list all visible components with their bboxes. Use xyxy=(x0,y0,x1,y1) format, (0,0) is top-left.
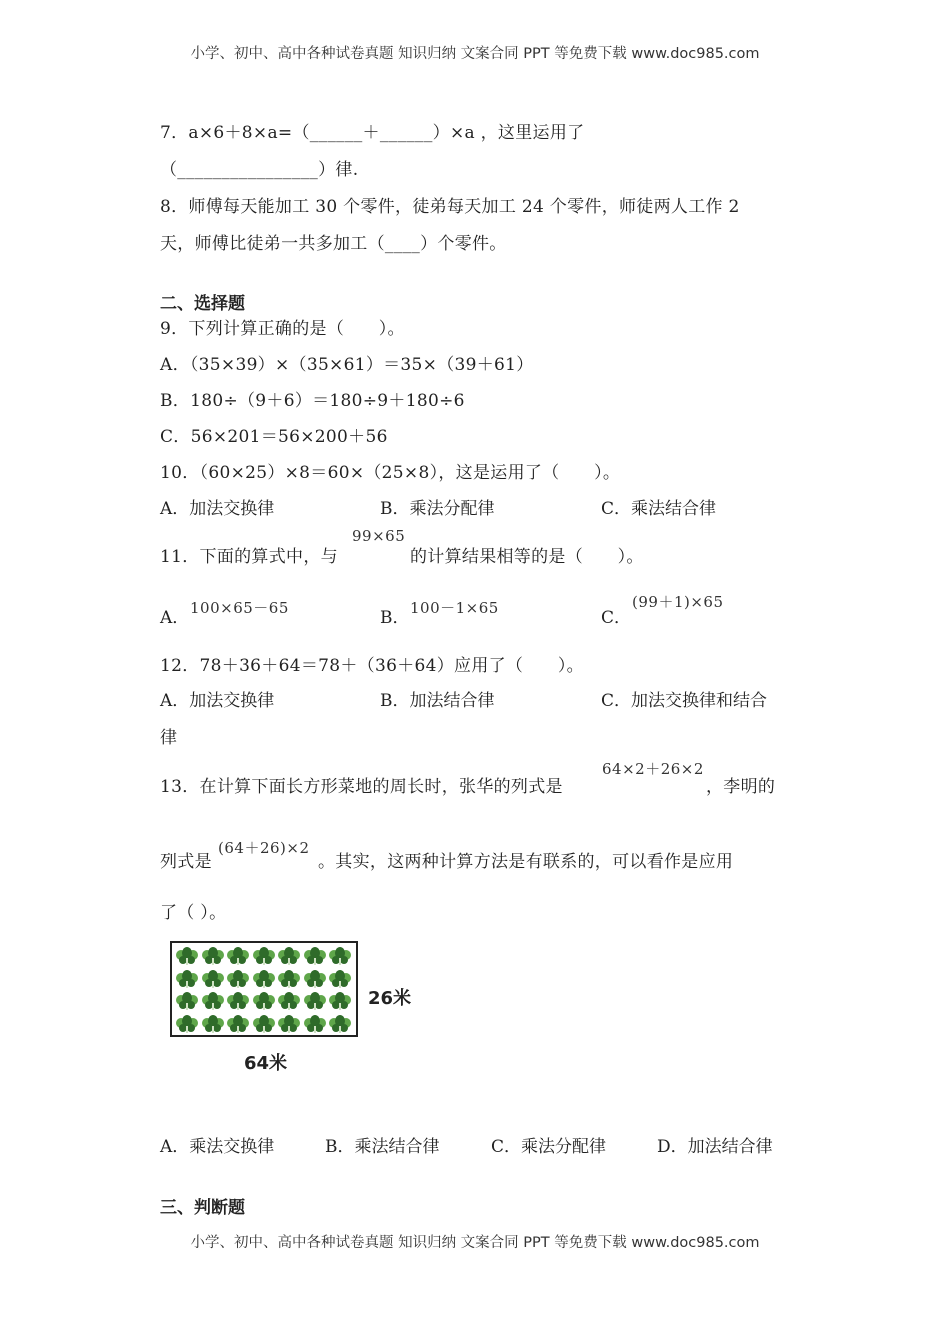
vegetable-plant-icon xyxy=(278,970,300,988)
vegetable-plant-icon xyxy=(253,970,275,988)
section-title-judgement: 三、判断题 xyxy=(160,1198,245,1218)
vegetable-plant-icon xyxy=(227,947,249,965)
page-footer: 小学、初中、高中各种试卷真题 知识归纳 文案合同 PPT 等免费下载 www.doc985.com xyxy=(190,1235,760,1251)
q11-option-c-label: C． xyxy=(601,608,632,628)
vegetable-plant-icon xyxy=(304,947,326,965)
q11-option-a-label: A． xyxy=(160,608,190,628)
q9-option-a: A．（35×39）×（35×61）＝35×（39＋61） xyxy=(160,355,534,375)
q7-line2: （________________）律. xyxy=(160,160,359,180)
section-title-choice: 二、选择题 xyxy=(160,294,245,314)
vegetable-plant-icon xyxy=(329,992,351,1010)
q10-option-a: A．加法交换律 xyxy=(160,499,275,519)
q13-line1-post: ，李明的 xyxy=(706,777,776,797)
vegetable-plant-icon xyxy=(253,992,275,1010)
vegetable-plant-icon xyxy=(202,947,224,965)
q9-option-c: C．56×201＝56×200＋56 xyxy=(160,427,388,447)
vegetable-plant-icon xyxy=(176,992,198,1010)
q12-option-c: C．加法交换律和结合 xyxy=(601,691,768,711)
q11-option-b-label: B． xyxy=(380,608,410,628)
vegetable-plant-icon xyxy=(278,947,300,965)
q10-option-c: C．乘法结合律 xyxy=(601,499,717,519)
vegetable-plant-icon xyxy=(202,992,224,1010)
vegetable-plant-icon xyxy=(253,947,275,965)
vegetable-plant-icon xyxy=(304,1015,326,1033)
q11-option-b-expr: 100－1×65 xyxy=(410,599,499,617)
vegetable-plant-icon xyxy=(329,970,351,988)
q11-stem-post: 的计算结果相等的是（ ）。 xyxy=(410,547,644,567)
q12-stem: 12．78＋36＋64＝78＋（36＋64）应用了（ ）。 xyxy=(160,656,584,676)
vegetable-plant-icon xyxy=(329,947,351,965)
q9-option-b: B．180÷（9＋6）＝180÷9＋180÷6 xyxy=(160,391,465,411)
q8-line1: 8．师傅每天能加工 30 个零件，徒弟每天加工 24 个零件，师徒两人工作 2 xyxy=(160,197,740,217)
q12-option-c-continued: 律 xyxy=(160,728,177,748)
q13-line3: 了（ ）。 xyxy=(160,903,227,923)
vegetable-plant-icon xyxy=(227,1015,249,1033)
q13-line1-expr: 64×2＋26×2 xyxy=(602,760,704,778)
q11-option-c-expr: (99＋1)×65 xyxy=(632,593,724,611)
q10-stem: 10．（60×25）×8＝60×（25×8），这是运用了（ ）。 xyxy=(160,463,621,483)
q13-line2-pre: 列式是 xyxy=(160,852,212,872)
q13-line2-post: 。其实，这两种计算方法是有联系的，可以看作是应用 xyxy=(318,852,734,872)
vegetable-plant-icon xyxy=(253,1015,275,1033)
q13-option-d: D．加法结合律 xyxy=(657,1137,773,1157)
q13-option-a: A．乘法交换律 xyxy=(160,1137,275,1157)
page-header: 小学、初中、高中各种试卷真题 知识归纳 文案合同 PPT 等免费下载 www.doc985.com xyxy=(190,46,760,62)
vegetable-plant-icon xyxy=(278,992,300,1010)
q10-option-b: B．乘法分配律 xyxy=(380,499,495,519)
vegetable-plant-icon xyxy=(304,970,326,988)
vegetable-plant-icon xyxy=(176,970,198,988)
q9-stem: 9．下列计算正确的是（ ）。 xyxy=(160,319,405,339)
q12-option-b: B．加法结合律 xyxy=(380,691,495,711)
garden-width-label: 26米 xyxy=(368,988,412,1009)
vegetable-garden-rectangle xyxy=(170,941,358,1037)
q8-line2: 天，师傅比徒弟一共多加工（____）个零件。 xyxy=(160,234,507,254)
q13-line2-expr: (64＋26)×2 xyxy=(218,839,310,857)
q11-option-a-expr: 100×65－65 xyxy=(190,599,289,617)
q13-line1-pre: 13．在计算下面长方形菜地的周长时，张华的列式是 xyxy=(160,777,563,797)
q13-option-c: C．乘法分配律 xyxy=(491,1137,607,1157)
q13-option-b: B．乘法结合律 xyxy=(325,1137,440,1157)
vegetable-plant-icon xyxy=(278,1015,300,1033)
vegetable-plant-icon xyxy=(329,1015,351,1033)
vegetable-plant-icon xyxy=(202,970,224,988)
q7-line1: 7．a×6＋8×a=（______＋______）×a ，这里运用了 xyxy=(160,123,585,143)
q11-stem-pre: 11．下面的算式中，与 xyxy=(160,547,338,567)
vegetable-plant-icon xyxy=(304,992,326,1010)
vegetable-plant-icon xyxy=(227,970,249,988)
vegetable-plant-icon xyxy=(176,1015,198,1033)
vegetable-plant-icon xyxy=(176,947,198,965)
vegetable-plant-icon xyxy=(227,992,249,1010)
q12-option-a: A．加法交换律 xyxy=(160,691,275,711)
vegetable-plant-icon xyxy=(202,1015,224,1033)
garden-length-label: 64米 xyxy=(244,1053,288,1074)
q11-stem-expr: 99×65 xyxy=(352,527,406,545)
